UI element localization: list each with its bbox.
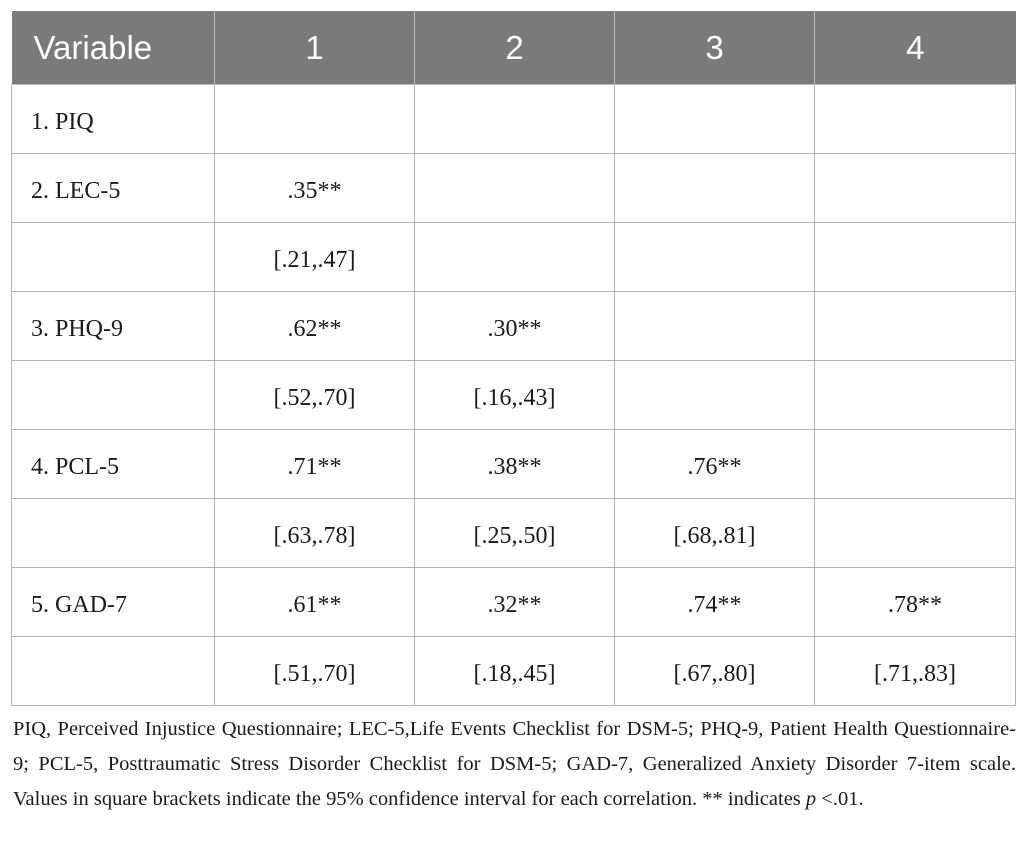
- table-cell: [.63,.78]: [215, 499, 415, 568]
- table-cell: [615, 292, 815, 361]
- table-cell: [.21,.47]: [215, 223, 415, 292]
- table-footnote: [13, 712, 1016, 817]
- table-header-row: [12, 11, 1016, 85]
- table-row: [12, 361, 1016, 430]
- table-row: [12, 85, 1016, 154]
- row-label: 3. PHQ-9: [12, 292, 215, 361]
- header-col-2: 2: [415, 11, 615, 85]
- table-cell: [415, 154, 615, 223]
- row-label: [12, 361, 215, 430]
- table-cell: [815, 499, 1016, 568]
- table-cell: .62**: [215, 292, 415, 361]
- table-row: [12, 430, 1016, 499]
- table-row: [12, 292, 1016, 361]
- correlation-table: [11, 11, 1016, 706]
- table-cell: .38**: [415, 430, 615, 499]
- header-col-1: 1: [215, 11, 415, 85]
- header-col-4: 4: [815, 11, 1016, 85]
- row-label: [12, 223, 215, 292]
- table-cell: .32**: [415, 568, 615, 637]
- table-cell: [615, 85, 815, 154]
- table-cell: [.16,.43]: [415, 361, 615, 430]
- table-cell: [215, 85, 415, 154]
- table-cell: [.67,.80]: [615, 637, 815, 706]
- table-cell: .71**: [215, 430, 415, 499]
- header-col-3: 3: [615, 11, 815, 85]
- table-row: [12, 499, 1016, 568]
- table-row: [12, 223, 1016, 292]
- table-cell: [.25,.50]: [415, 499, 615, 568]
- row-label: 5. GAD-7: [12, 568, 215, 637]
- table-cell: .76**: [615, 430, 815, 499]
- table-cell: [.68,.81]: [615, 499, 815, 568]
- table-cell: [415, 223, 615, 292]
- table-row: [12, 568, 1016, 637]
- row-label: 4. PCL-5: [12, 430, 215, 499]
- table-cell: [415, 85, 615, 154]
- row-label: 2. LEC-5: [12, 154, 215, 223]
- footnote-text: PIQ, Perceived Injustice Questionnaire; LEC-5,Life Events Checklist for DSM-5; PHQ-9, Patient Health Questionnaire-9; PCL-5, Posttraumatic Stress Disorder Checklist for DSM-5; GAD-7, Generalized Anxiety Disorder 7-item scale. Values in square brackets indicate the 95% confidence interval for each correlation. ** indicates: [13, 718, 1016, 810]
- table-cell: .35**: [215, 154, 415, 223]
- table-cell: .61**: [215, 568, 415, 637]
- table-cell: .30**: [415, 292, 615, 361]
- table-cell: [615, 154, 815, 223]
- table-cell: [815, 223, 1016, 292]
- table-cell: [815, 85, 1016, 154]
- table-cell: [815, 292, 1016, 361]
- table-row: [12, 637, 1016, 706]
- table-cell: [.51,.70]: [215, 637, 415, 706]
- table-cell: [.18,.45]: [415, 637, 615, 706]
- table-cell: [815, 430, 1016, 499]
- table-cell: .78**: [815, 568, 1016, 637]
- table-cell: [615, 361, 815, 430]
- table-cell: [.52,.70]: [215, 361, 415, 430]
- row-label: [12, 499, 215, 568]
- correlation-table-container: [11, 11, 1015, 706]
- header-variable: Variable: [12, 11, 215, 85]
- table-cell: [615, 223, 815, 292]
- footnote-threshold: <.01.: [816, 788, 864, 810]
- table-row: [12, 154, 1016, 223]
- row-label: 1. PIQ: [12, 85, 215, 154]
- table-cell: .74**: [615, 568, 815, 637]
- table-cell: [815, 361, 1016, 430]
- table-cell: [.71,.83]: [815, 637, 1016, 706]
- row-label: [12, 637, 215, 706]
- table-cell: [815, 154, 1016, 223]
- p-value-symbol: p: [805, 788, 817, 810]
